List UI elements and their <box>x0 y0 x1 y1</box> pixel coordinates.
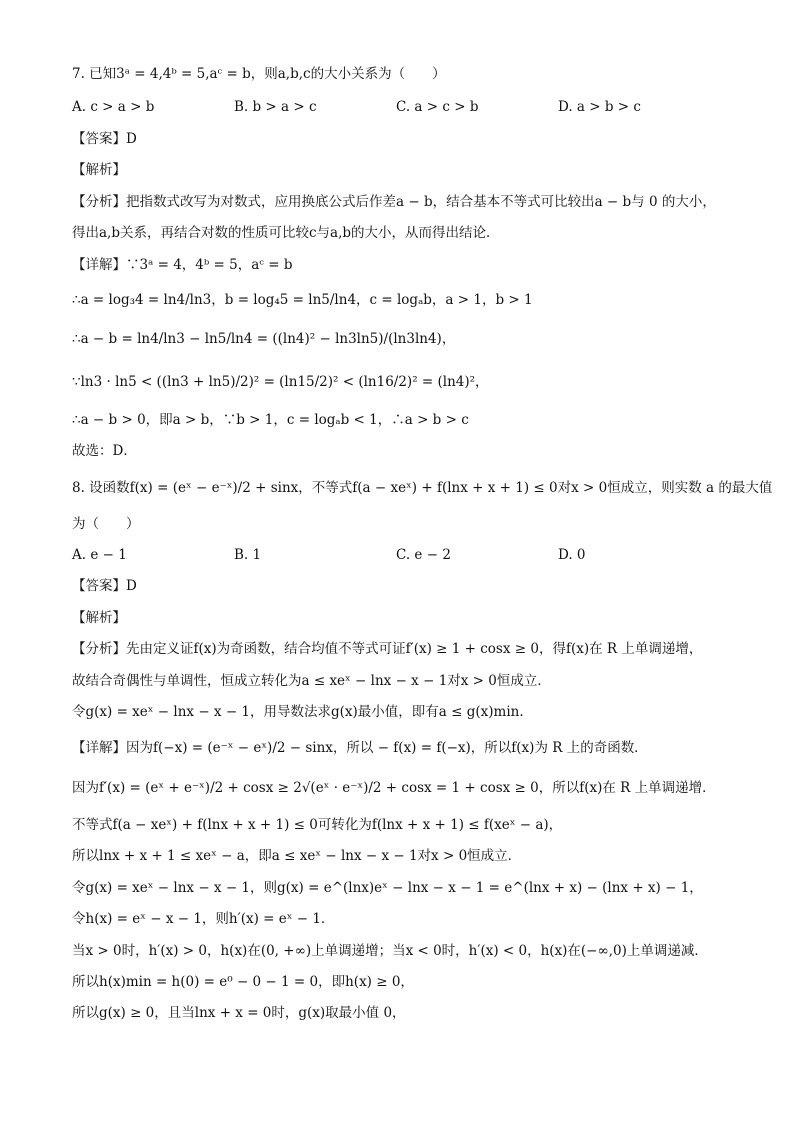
q8-detail-line-2: 因为f′(x) = (eˣ + e⁻ˣ)/2 + cosx ≥ 2√(eˣ · e⁻ˣ)/2 + cosx = 1 + cosx ≥ 0，所以f(x)在 R 上单调递增． <box>72 780 716 796</box>
q8-option-a: A. e − 1 <box>72 547 127 563</box>
q8-option-b: B. 1 <box>234 547 262 563</box>
q8-option-d: D. 0 <box>558 547 586 563</box>
q8-detail-line-6: 令h(x) = eˣ − x − 1，则h′(x) = eˣ − 1． <box>72 911 335 927</box>
q8-fenxi-line-1: 【分析】先由定义证f(x)为奇函数，结合均值不等式可证f′(x) ≥ 1 + cosx ≥ 0，得f(x)在 R 上单调递增， <box>72 641 703 657</box>
q8-stem-line-1: 8. 设函数f(x) = (eˣ − e⁻ˣ)/2 + sinx，不等式f(a − xeˣ) + f(lnx + x + 1) ≤ 0对x > 0恒成立，则实数 a 的最大值 <box>72 480 773 496</box>
q7-detail-line-3: ∴a − b = ln4/ln3 − ln5/ln4 = ((ln4)² − ln3ln5)/(ln3ln4)， <box>72 331 456 347</box>
q8-analysis-heading: 【解析】 <box>72 610 126 626</box>
q8-detail-line-4: 所以lnx + x + 1 ≤ xeˣ − a，即a ≤ xeˣ − lnx − x − 1对x > 0恒成立． <box>72 848 522 864</box>
q7-fenxi-line-1: 【分析】把指数式改写为对数式，应用换底公式后作差a − b，结合基本不等式可比较出a − b与 0 的大小， <box>72 194 716 210</box>
q7-detail-line-2: ∴a = log₃4 = ln4/ln3，b = log₄5 = ln5/ln4，c = logₐb，a > 1，b > 1 <box>72 292 533 308</box>
q8-detail-line-7: 当x > 0时，h′(x) > 0，h(x)在(0, +∞)上单调递增；当x < 0时，h′(x) < 0，h(x)在(−∞,0)上单调递减． <box>72 943 708 959</box>
q7-option-d: D. a > b > c <box>558 99 641 115</box>
q8-detail-line-3: 不等式f(a − xeˣ) + f(lnx + x + 1) ≤ 0可转化为f(lnx + x + 1) ≤ f(xeˣ − a)， <box>72 817 563 833</box>
q8-detail-line-8: 所以h(x)min = h(0) = e⁰ − 0 − 1 = 0，即h(x) ≥ 0， <box>72 974 414 990</box>
q8-detail-line-1: 【详解】因为f(−x) = (e⁻ˣ − eˣ)/2 − sinx，所以 − f(x) = f(−x)，所以f(x)为 R 上的奇函数． <box>72 740 648 756</box>
q7-option-a: A. c > a > b <box>72 99 155 115</box>
q8-stem-line-2: 为（ ） <box>72 516 140 532</box>
q7-choose: 故选：D． <box>72 443 137 459</box>
q8-option-c: C. e − 2 <box>396 547 451 563</box>
q7-detail-line-1: 【详解】∵3ᵃ = 4，4ᵇ = 5，aᶜ = b <box>72 257 293 273</box>
q8-detail-line-5: 令g(x) = xeˣ − lnx − x − 1，则g(x) = e^(lnx)eˣ − lnx − x − 1 = e^(lnx + x) − (lnx + x) − 1， <box>72 880 703 896</box>
q7-fenxi-line-2: 得出a,b关系，再结合对数的性质可比较c与a,b的大小，从而得出结论． <box>72 225 500 241</box>
q8-fenxi-line-3: 令g(x) = xeˣ − lnx − x − 1，用导数法求g(x)最小值，即有a ≤ g(x)min. <box>72 704 524 720</box>
q7-stem: 7. 已知3ᵃ = 4,4ᵇ = 5,aᶜ = b，则a,b,c的大小关系为（ ） <box>72 66 446 82</box>
q7-option-b: B. b > a > c <box>234 99 317 115</box>
q7-detail-line-4: ∵ln3 · ln5 < ((ln3 + ln5)/2)² = (ln15/2)² < (ln16/2)² = (ln4)²， <box>72 374 489 390</box>
q8-detail-line-9: 所以g(x) ≥ 0，且当lnx + x = 0时，g(x)取最小值 0， <box>72 1005 406 1021</box>
q7-answer: 【答案】D <box>72 131 137 147</box>
q8-answer: 【答案】D <box>72 578 137 594</box>
q7-analysis-heading: 【解析】 <box>72 162 126 178</box>
q7-detail-line-5: ∴a − b > 0，即a > b，∵b > 1，c = logₐb < 1，∴a > b > c <box>72 412 469 428</box>
q8-fenxi-line-2: 故结合奇偶性与单调性，恒成立转化为a ≤ xeˣ − lnx − x − 1对x > 0恒成立． <box>72 673 551 689</box>
q7-option-c: C. a > c > b <box>396 99 479 115</box>
